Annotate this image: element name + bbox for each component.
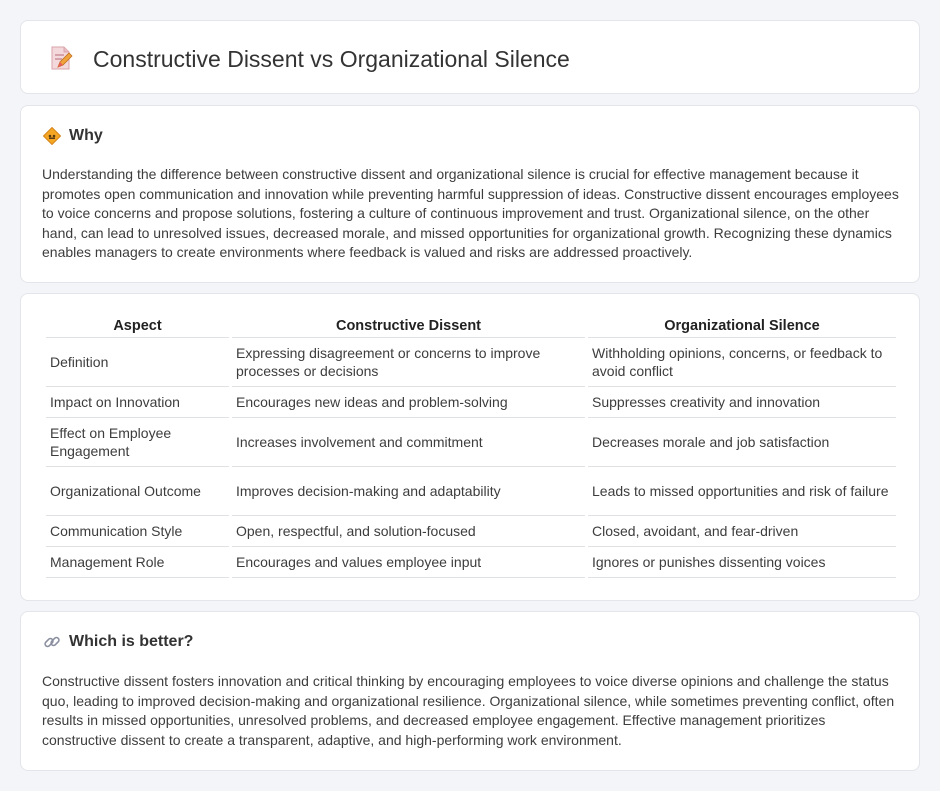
why-heading-row — [43, 126, 103, 146]
why-paragraph: Understanding the difference between constructive dissent and organizational silence is crucial for effective management because it promotes open communication and innovation while preventing harmful suppression of ideas. Constructive dissent encourages employees to voice concerns and propose solutions, fostering a culture of continuous improvement and trust. Organizational silence, on the other hand, can lead to unresolved issues, decreased morale, and missed opportunities for organizational growth. Recognizing these dynamics enables managers to create environments where feedback is valued and risks are addressed proactively. — [42, 166, 899, 260]
table-cell: Closed, avoidant, and fear-driven — [588, 516, 896, 547]
table-cell: Increases involvement and commitment — [232, 418, 585, 467]
table-cell: Suppresses creativity and innovation — [588, 387, 896, 418]
table-header-row — [46, 316, 896, 338]
table-cell: Expressing disagreement or concerns to improve processes or decisions — [232, 338, 585, 387]
table-cell: Decreases morale and job satisfaction — [588, 418, 896, 467]
table-cell: Organizational Outcome — [46, 467, 229, 516]
table-row — [46, 467, 896, 516]
link-icon — [43, 633, 61, 651]
table-cell: Leads to missed opportunities and risk of failure — [588, 467, 896, 516]
table-row — [46, 516, 896, 547]
better-paragraph: Constructive dissent fosters innovation and critical thinking by encouraging employees to voice diverse opinions and challenge the status quo, leading to improved decision-making and organizational resilience. Organizational silence, while sometimes preventing conflict, often results in missed opportunities, unresolved problems, and decreased employee engagement. Effective management prioritizes constructive dissent to create a transparent, adaptive, and high-performing work environment. — [42, 673, 895, 748]
column-header-aspect: Aspect — [46, 316, 229, 338]
table-cell: Impact on Innovation — [46, 387, 229, 418]
document-edit-icon — [49, 45, 73, 71]
table-row — [46, 547, 896, 578]
table-cell: Encourages and values employee input — [232, 547, 585, 578]
table-cell: Withholding opinions, concerns, or feedback to avoid conflict — [588, 338, 896, 387]
page-title: Constructive Dissent vs Organizational Silence — [93, 46, 570, 72]
column-header-constructive-dissent: Constructive Dissent — [232, 316, 585, 338]
better-heading-row — [43, 632, 193, 652]
table-cell: Definition — [46, 338, 229, 387]
diamond-sign-icon — [43, 127, 61, 145]
comparison-table — [43, 316, 899, 578]
header-card — [20, 20, 920, 94]
table-cell: Ignores or punishes dissenting voices — [588, 547, 896, 578]
table-cell: Communication Style — [46, 516, 229, 547]
table-cell: Management Role — [46, 547, 229, 578]
table-row — [46, 418, 896, 467]
why-section — [20, 105, 920, 283]
column-header-organizational-silence: Organizational Silence — [588, 316, 896, 338]
why-heading: Why — [69, 127, 103, 144]
better-heading: Which is better? — [69, 633, 194, 650]
table-cell: Open, respectful, and solution-focused — [232, 516, 585, 547]
comparison-section — [20, 293, 920, 601]
table-cell: Effect on Employee Engagement — [46, 418, 229, 467]
table-row — [46, 338, 896, 387]
table-cell: Encourages new ideas and problem-solving — [232, 387, 585, 418]
table-cell: Improves decision-making and adaptability — [232, 467, 585, 516]
table-row — [46, 387, 896, 418]
which-is-better-section — [20, 611, 920, 771]
